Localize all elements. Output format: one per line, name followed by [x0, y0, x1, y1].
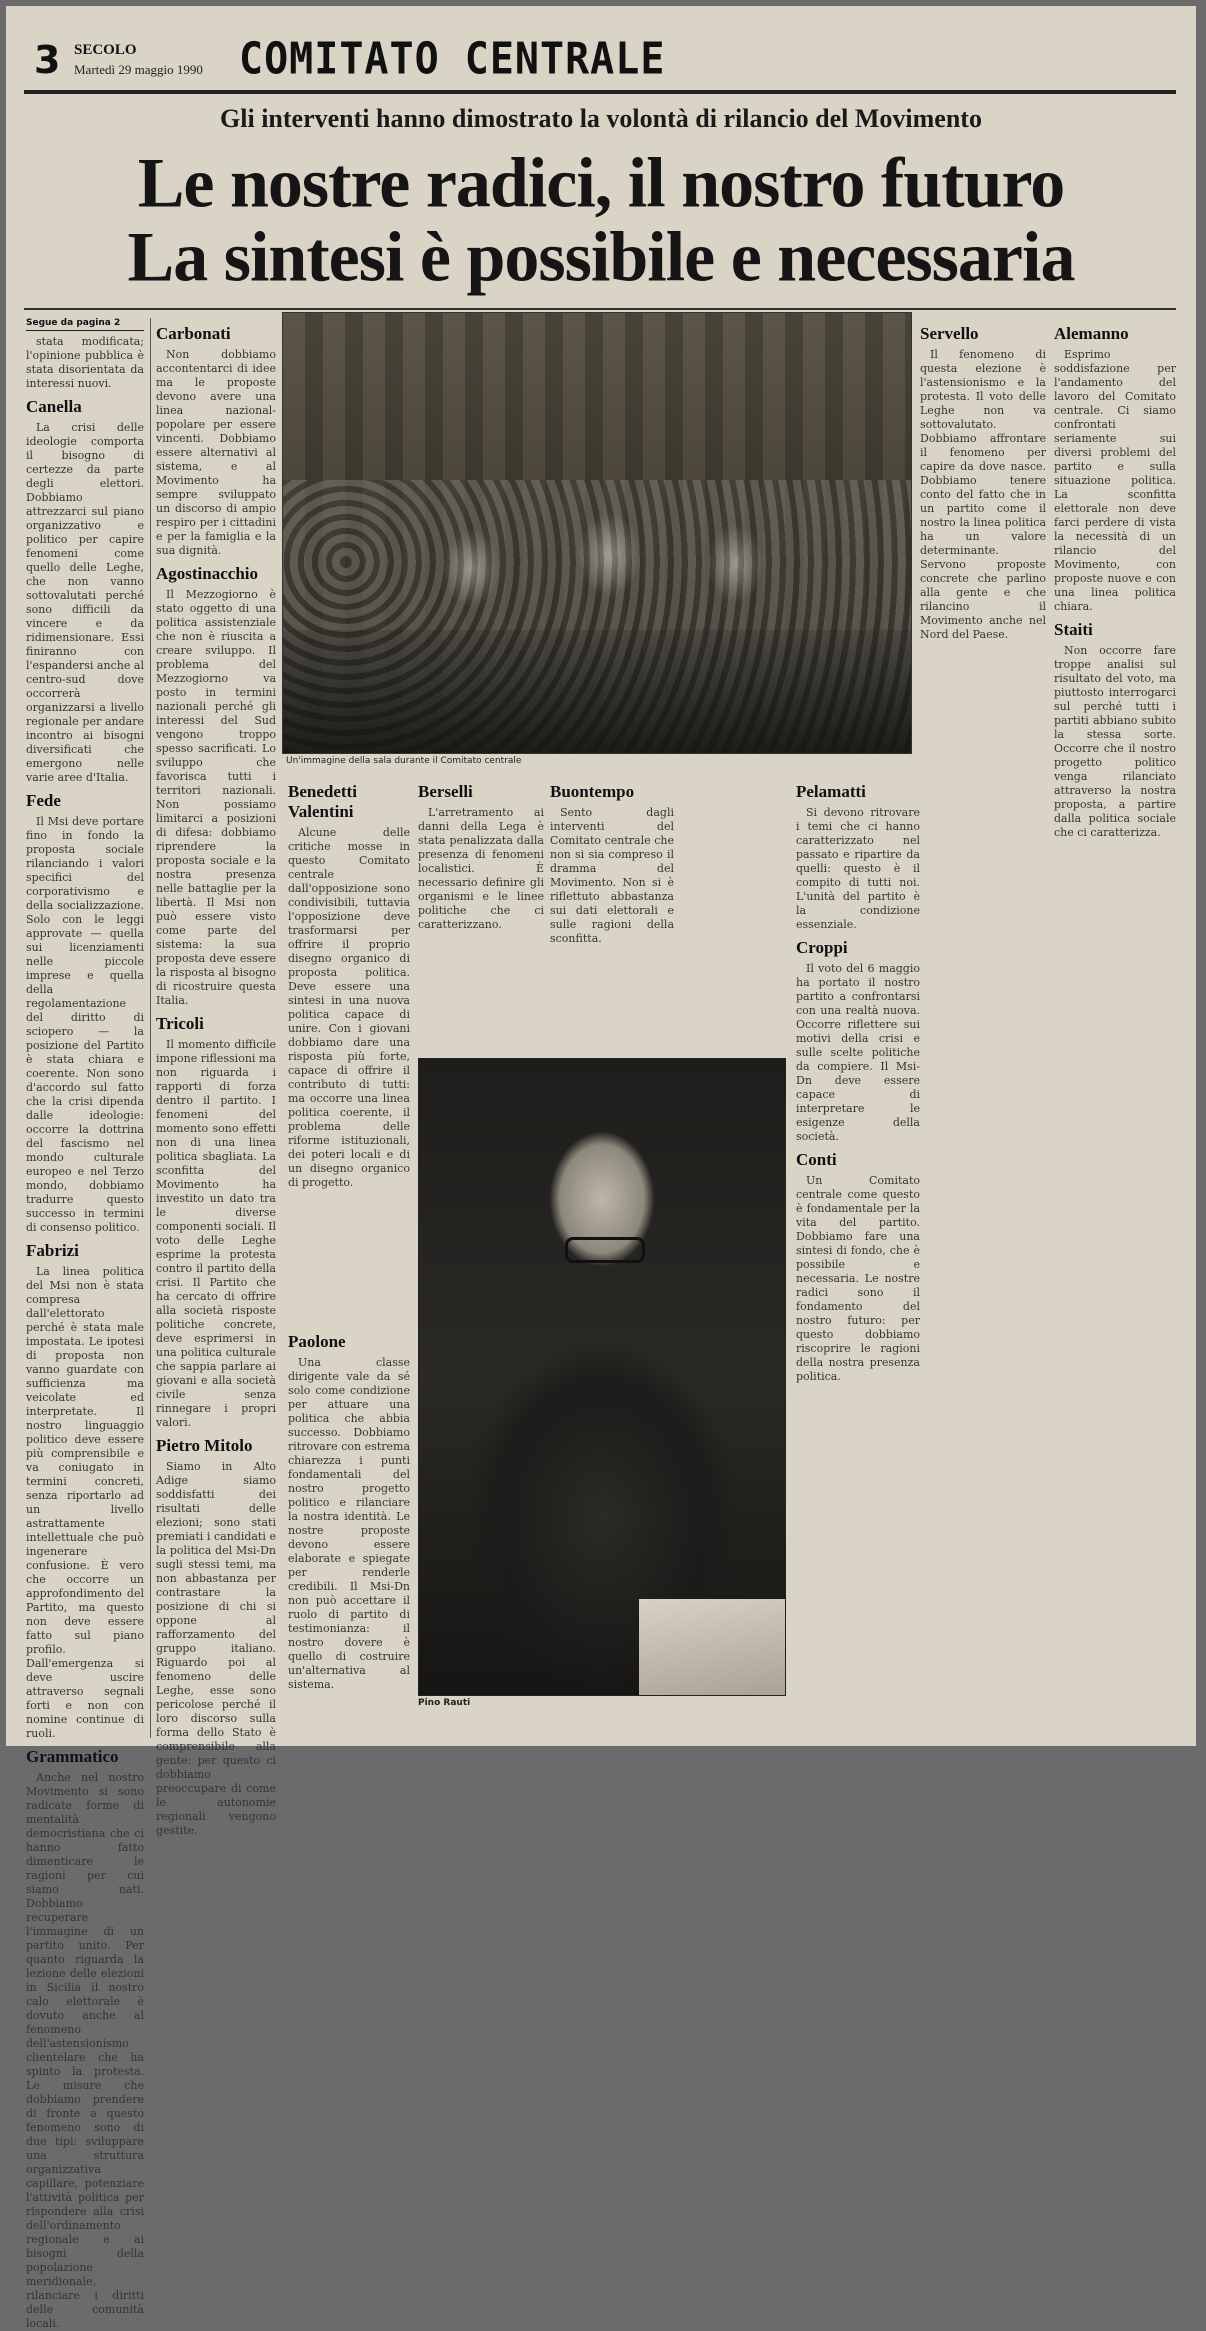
glasses-shape [565, 1237, 645, 1263]
text-berselli: L'arretramento ai danni della Lega è stata penalizzata dalla presenza di fenomeni localistici. È necessario definire gli organismi e le linee politiche che ci caratterizzano. [418, 806, 544, 931]
intro-text: stata modificata; l'opinione pubblica è stata disorientata da interessi nuovi. [26, 335, 144, 390]
heading-tricoli: Tricoli [156, 1014, 204, 1033]
heading-paolone: Paolone [288, 1332, 346, 1351]
column-1 [26, 318, 144, 2330]
text-benedetti: Alcune delle critiche mosse in questo Comitato centrale dall'opposizione sono condivisibili, tuttavia l'opposizione deve trasformarsi per offrire il proprio disegno organico di proposta politica. Deve essere una sintesi in una nuova politica capace di unire. Con i giovani dobbiamo dare una risposta più forte, capace di offrire il contributo di tutti: ma occorre una linea politica coerente, il problema delle riforme istituzionali, dei poteri locali e di un disegno organico di progetto. [288, 826, 410, 1189]
heading-fabrizi: Fabrizi [26, 1241, 79, 1260]
text-conti: Un Comitato centrale come questo è fondamentale per la vita del partito. Dobbiamo fare una sintesi di fondo, che è possibile e necessaria. Le nostre radici sono il fondamento del nostro futuro: per questo dobbiamo riscoprire le ragioni della nostra presenza politica. [796, 1174, 920, 1383]
headline-line-2: La sintesi è possibile e necessaria [127, 218, 1075, 297]
heading-alemanno: Alemanno [1054, 324, 1129, 343]
headline-rule [24, 308, 1176, 310]
photo-caption-top: Un'immagine della sala durante il Comitato centrale [286, 756, 522, 766]
column-6 [796, 776, 920, 1738]
text-canella: La crisi delle ideologie comporta il bisogno di certezze da parte degli elettori. Dobbiamo attrezzarci sul piano organizzativo e politico per capire fenomeni come quello delle Leghe, che non vanno sottovalutati perché sono difficili da vincere e da ridimensionare. Essi finiranno con l'espandersi anche al centro-sud dove occorrerà organizzarsi a livello regionale per andare incontro ai bisogni diversificati che emergono nelle varie aree d'Italia. [26, 421, 144, 784]
continued-label: Segue da pagina 2 [26, 318, 144, 331]
column-4 [418, 776, 544, 1052]
portrait-photo [418, 1058, 786, 1696]
text-tricoli: Il momento difficile impone riflessioni ma non riguarda i rapporti di forza dentro il partito. I fenomeni del momento sono effetti non di una linea politica sbagliata. La sconfitta del Movimento ha investito un dato tra le diverse componenti sociali. Il voto delle Leghe esprime la protesta contro il partito della crisi. Il Partito che ha cercato di offrire alla società risposte politiche concrete, deve esprimersi in una politica culturale che sappia parlare ai giovani e alla società civile senza rinnegare i propri valori. [156, 1038, 276, 1429]
heading-staiti: Staiti [1054, 620, 1093, 639]
papers-shape [639, 1599, 785, 1695]
column-8 [1054, 318, 1176, 1738]
masthead-rule [24, 90, 1176, 94]
newspaper-page [6, 6, 1196, 2330]
page-number: 3 [34, 38, 61, 82]
heading-croppi: Croppi [796, 938, 848, 957]
section-title: COMITATO CENTRALE [239, 33, 666, 85]
heading-conti: Conti [796, 1150, 837, 1169]
heading-grammatico: Grammatico [26, 1747, 119, 1766]
text-agostinacchio: Il Mezzogiorno è stato oggetto di una politica assistenziale che non è riuscita a creare sviluppo. Il problema del Mezzogiorno va posto in termini nazionali perché gli interessi del Sud vengono troppo spesso sacrificati. Lo sviluppo che favorisca tutti i territori nazionali. Non possiamo limitarci a posizioni di difesa: dobbiamo riprendere la proposta sociale e la nostra presenza nelle battaglie per la libertà. Il Msi non può essere visto come parte del sistema: la sua proposta deve essere la risposta al bisogno di ricostruire questa Italia. [156, 588, 276, 1007]
text-servello: Il fenomeno di questa elezione è l'astensionismo e la protesta. Il voto delle Leghe non va sottovalutato. Dobbiamo affrontare il fenomeno per capire da dove nasce. Dobbiamo tenere conto del fatto che in un partito come il nostro la linea politica ha un valore determinante. Servono proposte concrete che parlino alla gente e che rilancino il Movimento anche nel Nord del Paese. [920, 348, 1046, 641]
heading-carbonati: Carbonati [156, 324, 231, 343]
heading-pelamatti: Pelamatti [796, 782, 866, 801]
column-7 [920, 318, 1046, 1738]
column-2 [156, 318, 276, 1837]
text-grammatico: Anche nel nostro Movimento si sono radicate forme di mentalità democristiana che ci hanno fatto dimenticare le ragioni per cui siamo nati. Dobbiamo recuperare l'immagine di un partito unito. Per quanto riguarda la lezione delle elezioni in Sicilia il nostro calo elettorale è dovuto anche al fenomeno dell'astensionismo clientelare che ha spinto la protesta. Le misure che dobbiamo prendere di fronte a questo fenomeno sono di due tipi: sviluppare una struttura organizzativa capillare, potenziare l'attività politica per rispondere alla crisi dell'ordinamento regionale e ai bisogni della popolazione meridionale, rilanciare i diritti delle comunità locali. [26, 1771, 144, 2330]
kicker: Gli interventi hanno dimostrato la volontà di rilancio del Movimento [220, 104, 982, 133]
photo-caption-bottom: Pino Rauti [418, 1698, 471, 1708]
text-buontempo: Sento dagli interventi del Comitato centrale che non si sia compreso il dramma del Movimento. Non si è riflettuto abbastanza sui dati elettorali e sulle ragioni della sconfitta. [550, 806, 674, 945]
text-croppi: Il voto del 6 maggio ha portato il nostro partito a confrontarsi con una realtà nuova. Occorre riflettere sui motivi della crisi e sulle scelte politiche da compiere. Il Msi-Dn deve essere capace di interpretare le esigenze della società. [796, 962, 920, 1143]
headline-line-1: Le nostre radici, il nostro futuro [137, 144, 1065, 223]
text-pelamatti: Si devono ritrovare i temi che ci hanno caratterizzato nel passato e ripartire da quelli: questo è il compito di tutti noi. L'unità del partito è la condizione essenziale. [796, 806, 920, 931]
heading-servello: Servello [920, 324, 979, 343]
heading-berselli: Berselli [418, 782, 473, 801]
heading-fede: Fede [26, 791, 61, 810]
text-fede: Il Msi deve portare fino in fondo la proposta sociale rilanciando i valori specifici del corporativismo e della socializzazione. Solo con le leggi approvate — quella sui licenziamenti nelle piccole imprese e quella della regolamentazione del diritto di sciopero — la posizione del Partito è stata chiara e coerente. Non sono d'accordo sul fatto che la crisi dipenda dalle ideologie: occorre la dottrina del fascismo nel mondo culturale europeo e nel Terzo mondo, dobbiamo tradurre questo successo in termini di consenso politico. [26, 815, 144, 1234]
column-3b [288, 1326, 410, 1738]
heading-agostinacchio: Agostinacchio [156, 564, 258, 583]
issue-date: Martedì 29 maggio 1990 [74, 62, 203, 77]
conference-hall-photo [282, 312, 912, 754]
text-staiti: Non occorre fare troppe analisi sul risultato del voto, ma piuttosto interrogarci sul perché tutti i partiti abbiano subito la stessa sorte. Occorre che il nostro progetto politico venga rilanciato attraverso la nostra proposta, a partire dalla politica sociale che ci caratterizza. [1054, 644, 1176, 839]
heading-canella: Canella [26, 397, 82, 416]
text-fabrizi: La linea politica del Msi non è stata compresa dall'elettorato perché è stata male impostata. Le ipotesi di proposta non vanno guardate con sufficienza ma veicolate ed interpretate. Il nostro linguaggio politico deve essere più comprensibile e va coniugato in termini concreti, senza riportarlo ad un livello astrattamente intellettuale che può ingenerare confusione. È vero che occorre un approfondimento del Partito, ma questo non deve essere fatto sul piano profilo. Dall'emergenza si deve uscire attraverso segnali forti e non con nomine continue di ruoli. [26, 1265, 144, 1740]
paper-name: SECOLO [74, 42, 137, 58]
front-row-shade [283, 630, 911, 753]
masthead [24, 34, 1174, 86]
text-alemanno: Esprimo soddisfazione per l'andamento del lavoro del Comitato centrale. Ci siamo confrontati seriamente sui diversi problemi del partito e sulla situazione politica. La sconfitta elettorale non deve farci perdere di vista la necessità di un rilancio del Movimento, con proposte nuove e con una linea politica chiara. [1054, 348, 1176, 613]
heading-benedetti: Benedetti Valentini [288, 782, 357, 821]
column-5 [550, 776, 674, 1052]
text-paolone: Una classe dirigente vale da sé solo come condizione per attuare una politica che abbia successo. Dobbiamo ritrovare con estrema chiarezza i punti fondamentali del nostro progetto politico e rilanciare la nostra identità. Le nostre proposte devono essere elaborate e spiegate per renderle credibili. Il Msi-Dn non può accettare il ruolo di partito di testimonianza: il nostro dovere è quello di costruire un'alternativa al sistema. [288, 1356, 410, 1691]
heading-buontempo: Buontempo [550, 782, 635, 801]
text-mitolo: Siamo in Alto Adige siamo soddisfatti dei risultati delle elezioni; sono stati premiati i candidati e la politica del Msi-Dn sugli stessi temi, ma non abbastanza per contrastare la posizione di chi si oppone al rafforzamento del gruppo italiano. Riguardo poi al fenomeno delle Leghe, esse sono pericolose perché il loro discorso sulla forma dello Stato è comprensibile alla gente: per questo ci dobbiamo preoccupare di come le autonomie regionali vengono gestite. [156, 1460, 276, 1837]
text-carbonati: Non dobbiamo accontentarci di idee ma le proposte devono avere una linea nazional-popolare per essere vincenti. Dobbiamo essere alternativi al sistema, e al Movimento ha sempre sviluppato un discorso di ampio respiro per i cittadini e per la famiglia e la sua dignità. [156, 348, 276, 557]
heading-mitolo: Pietro Mitolo [156, 1436, 253, 1455]
column-rule [150, 318, 151, 1738]
